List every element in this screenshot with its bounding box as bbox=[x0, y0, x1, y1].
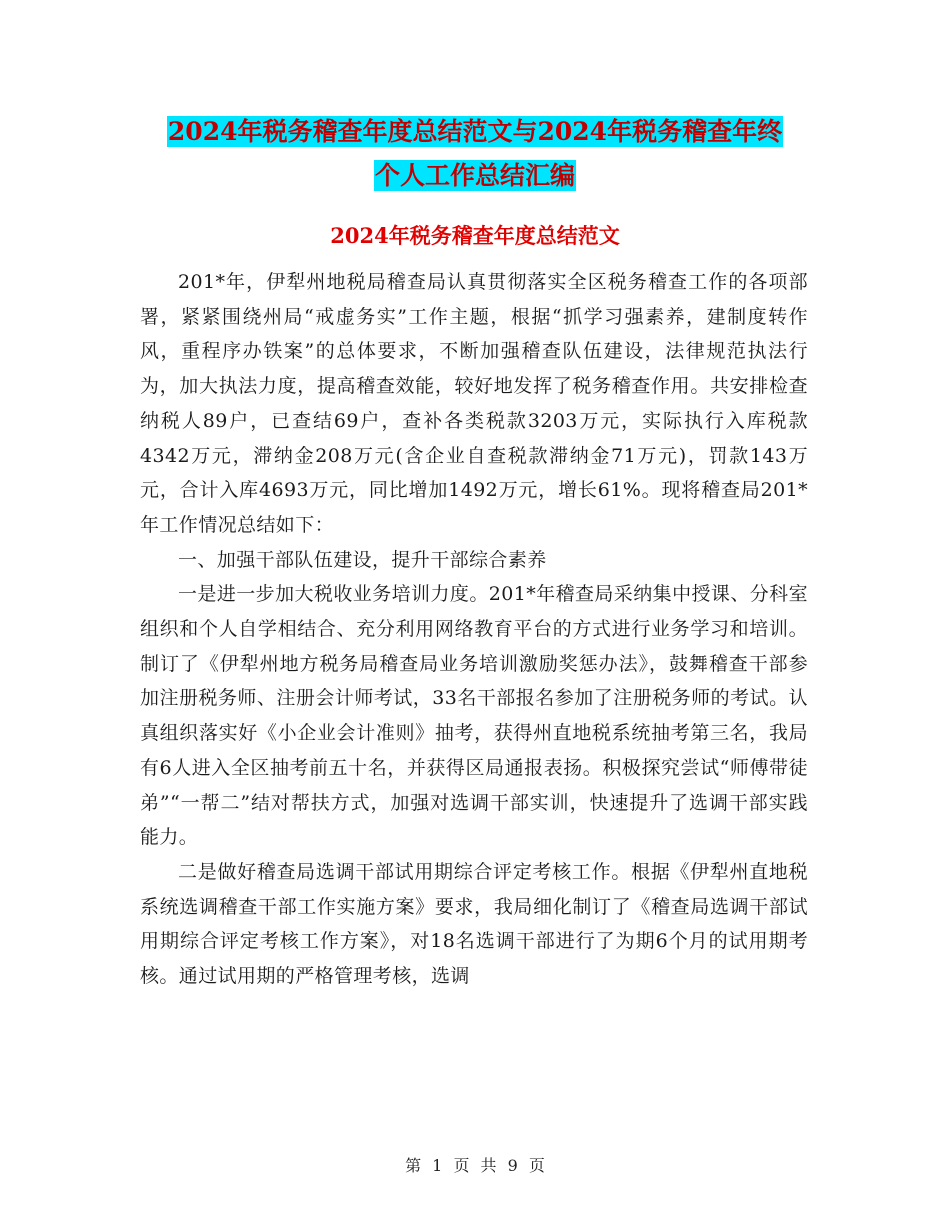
paragraph-intro: 201*年，伊犁州地税局稽查局认真贯彻落实全区税务稽查工作的各项部署，紧紧围绕州局“戒虚务实”工作主题，根据“抓学习强素养，建制度转作风，重程序办铁案”的总体要求，不断加强稽查队伍建设，法律规范执法行为，加大执法力度，提高稽查效能，较好地发挥了税务稽查作用。共安排检查纳税人89户，已查结69户，查补各类税款3203万元，实际执行入库税款4342万元，滞纳金208万元(含企业自查税款滞纳金71万元)，罚款143万元，合计入库4693万元，同比增加1492万元，增长61%。现将稽查局201*年工作情况总结如下： bbox=[140, 271, 808, 536]
section-title: 2024年税务稽查年度总结范文 bbox=[330, 223, 620, 248]
paragraph-heading-1: 一、加强干部队伍建设，提升干部综合素养 bbox=[178, 548, 547, 571]
paragraph-training: 一是进一步加大税收业务培训力度。201*年稽查局采纳集中授课、分科室组织和个人自学相结合、充分利用网络教育平台的方式进行业务学习和培训。制订了《伊犁州地方税务局稽查局业务培训激励奖惩办法》，鼓舞稽查干部参加注册税务师、注册会计师考试，33名干部报名参加了注册税务师的考试。认真组织落实好《小企业会计准则》抽考，获得州直地税系统抽考第三名，我局有6人进入全区抽考前五十名，并获得区局通报表扬。积极探究尝试“师傅带徒弟”“一帮二”结对帮扶方式，加强对选调干部实训，快速提升了选调干部实践能力。 bbox=[140, 583, 808, 849]
paragraph-assessment: 二是做好稽查局选调干部试用期综合评定考核工作。根据《伊犁州直地税系统选调稽查干部工作实施方案》要求，我局细化制订了《稽查局选调干部试用期综合评定考核工作方案》，对18名选调干部进行了为期6个月的试用期考核。通过试用期的严格管理考核，选调 bbox=[140, 860, 808, 988]
document-title bbox=[0, 110, 950, 198]
title-line-2: 个人工作总结汇编 bbox=[374, 161, 575, 190]
title-line-1: 2024年税务稽查年度总结范文与2024年税务稽查年终 bbox=[167, 117, 783, 146]
body-text bbox=[140, 265, 808, 994]
page-footer: 第 1 页 共 9 页 bbox=[405, 1156, 545, 1175]
